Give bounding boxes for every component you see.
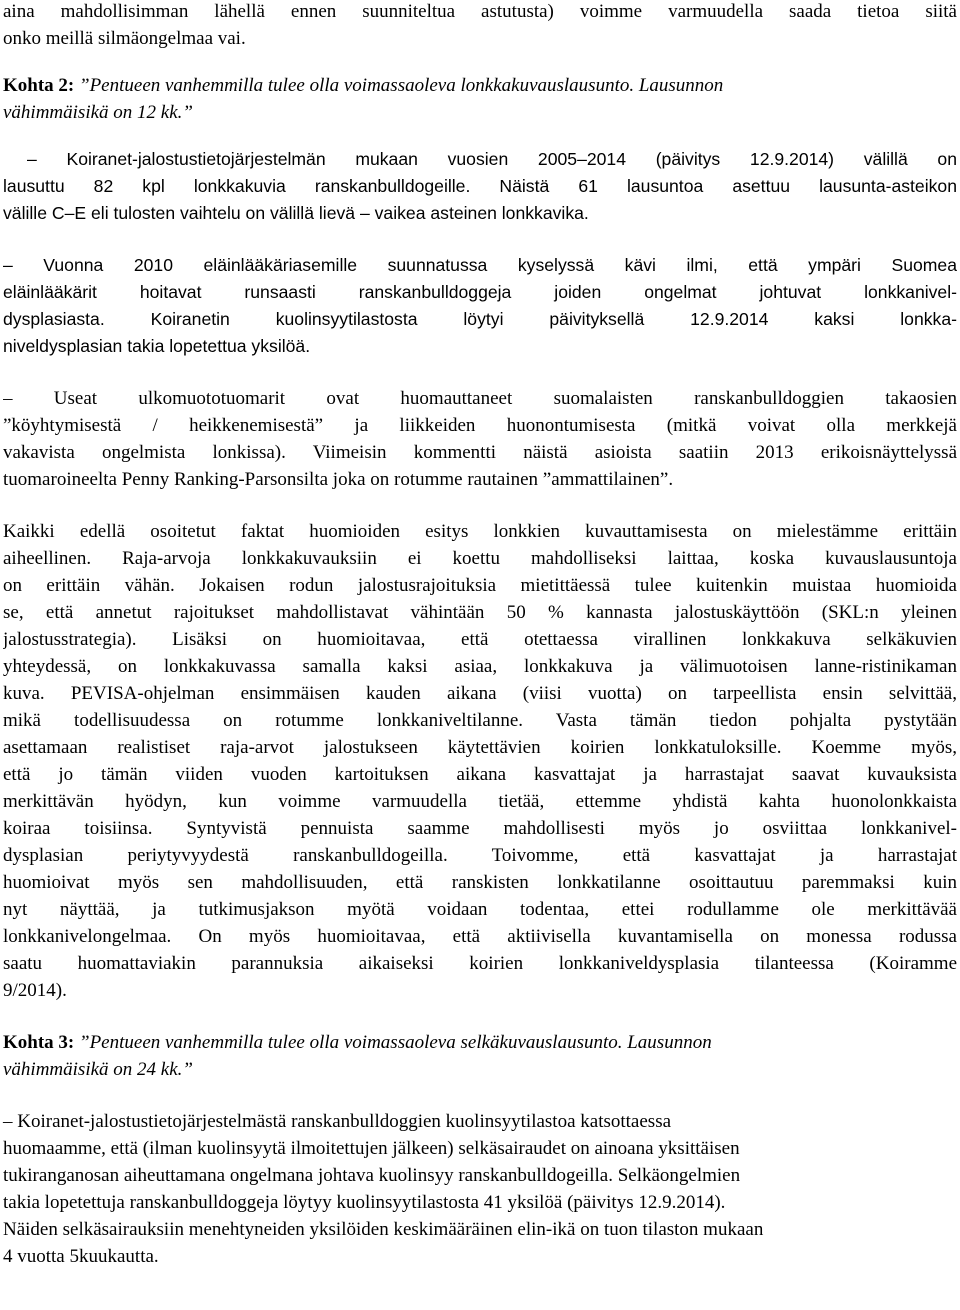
text-line: vakavista ongelmista lonkissa). Viimeisin kommentti näistä asioista saatiin 2013 erikoisnäyttelyssä (3, 442, 957, 463)
text-line: – Koiranet-jalostustietojärjestelmän mukaan vuosien 2005–2014 (päivitys 12.9.2014) välillä on (27, 149, 957, 169)
text-line: kuva. PEVISA-ohjelman ensimmäisen kauden aikana (viisi vuotta) on tarpeellista ensin selvittää, (3, 683, 957, 704)
section-label: Kohta 2: (3, 75, 75, 96)
text-line: yhteydessä, on lonkkakuvassa samalla kaksi asiaa, lonkkakuva ja välimuotoisen lanne-ristinikaman (3, 656, 957, 677)
text-line: on erittäin vähän. Jokaisen rodun jalostusrajoituksia mietittäessä tulee kuitenkin muistaa huomioida (3, 575, 957, 596)
requirement-quote: ”Pentueen vanhemmilla tulee olla voimassaoleva selkäkuvauslausunto. Lausunnon (74, 1032, 712, 1053)
text-line: takia lopetettuja ranskanbulldoggeja löytyy kuolinsyytilastosta 41 yksilöä (päivitys 12.9.2014). (3, 1192, 726, 1213)
section-3-heading (3, 1029, 957, 1083)
text-line: asettamaan realistiset raja-arvot jalostukseen käytettävien koirien lonkkatuloksille. Koemme myös, (3, 737, 957, 758)
text-line: – Koiranet-jalostustietojärjestelmästä ranskanbulldoggien kuolinsyytilastoa katsottaessa (3, 1111, 672, 1132)
requirement-quote: vähimmäisikä on 12 kk.” (3, 102, 193, 123)
text-line: nyt näyttää, ja tutkimusjakson myötä voidaan todentaa, ettei rodullamme ole merkittävää (3, 899, 957, 920)
text-line: välille C–E eli tulosten vaihtelu on välillä lievä – vaikea asteinen lonkkavika. (3, 203, 589, 223)
text-line: aiheellinen. Raja-arvoja lonkkakuvauksiin ei koettu mahdolliseksi laittaa, koska kuvauslausuntoja (3, 548, 957, 569)
text-line: Kaikki edellä osoitetut faktat huomioiden esitys lonkkien kuvauttamisesta on mielestämme erittäin (3, 521, 957, 542)
requirement-quote: vähimmäisikä on 24 kk.” (3, 1059, 193, 1080)
text-line: että jo tämän viiden vuoden kartoituksen aikana kasvattajat ja harrastajat saavat kuvauksista (3, 764, 957, 785)
text-line: lonkkanivelongelmaa. On myös huomioitavaa, että aktiivisella kuvantamisella on monessa rodussa (3, 926, 957, 947)
section-3-bullet-1 (3, 1108, 957, 1270)
text-line: onko meillä silmäongelmaa vai. (3, 28, 246, 49)
section-2-bullet-2 (3, 252, 957, 360)
text-line: lausuttu 82 kpl lonkkakuvia ranskanbulldogeille. Näistä 61 lausuntoa asettuu lausunta-asteikon (3, 176, 957, 196)
text-line: jalostusstrategia). Lisäksi on huomioitavaa, että otettaessa virallinen lonkkakuva selkäkuvien (3, 629, 957, 650)
section-2-bullet-1 (3, 146, 957, 227)
text-line: tukiranganosan aiheuttamana ongelmana johtava kuolinsyy ranskanbulldogeilla. Selkäongelmien (3, 1165, 741, 1186)
text-line: dysplasiasta. Koiranetin kuolinsyytilastosta löytyi päivityksellä 12.9.2014 kaksi lonkka- (3, 309, 957, 329)
text-line: koiraa toisiinsa. Syntyvistä pennuista saamme mahdollisesti myös jo osviittaa lonkkanivel- (3, 818, 957, 839)
text-line: mikä todellisuudessa on rotumme lonkkaniveltilanne. Vasta tämän tiedon pohjalta pystytään (3, 710, 957, 731)
text-line: ”köyhtymisestä / heikkenemisestä” ja liikkeiden huonontumisesta (mitkä voivat olla merkkejä (3, 415, 957, 436)
text-line: se, että annetut rajoitukset mahdollistavat vähintään 50 % kannasta jalostuskäyttöön (SKL:n yleinen (3, 602, 957, 623)
text-line: niveldysplasian takia lopetettua yksilöä. (3, 336, 311, 356)
document-page (3, 0, 957, 1270)
text-line: saatu huomattaviakin parannuksia aikaiseksi koirien lonkkaniveldysplasia tilanteessa (Koiramme (3, 953, 957, 974)
text-line: – Vuonna 2010 eläinlääkäriasemille suunnatussa kyselyssä kävi ilmi, että ympäri Suomea (3, 255, 957, 275)
text-line: merkittävän hyödyn, kun voimme varmuudella tietää, ettemme yhdistä kahta huonolonkkaista (3, 791, 957, 812)
requirement-quote: ”Pentueen vanhemmilla tulee olla voimassaoleva lonkkakuvauslausunto. Lausunnon (74, 75, 724, 96)
section-2-bullet-3 (3, 385, 957, 493)
text-line: eläinlääkärit hoitavat runsaasti ranskanbulldoggeja joiden ongelmat johtuvat lonkkanivel- (3, 282, 957, 302)
text-line: tuomaroineelta Penny Ranking-Parsonsilta joka on rotumme rautainen ”ammattilainen”. (3, 469, 674, 490)
text-line: huomaamme, että (ilman kuolinsyytä ilmoitettujen jälkeen) selkäsairaudet on ainoana yksittäisen (3, 1138, 740, 1159)
text-line: 4 vuotta 5kuukautta. (3, 1246, 159, 1267)
section-label: Kohta 3: (3, 1032, 75, 1053)
text-line: Näiden selkäsairauksiin menehtyneiden yksilöiden keskimääräinen elin-ikä on tuon tilaston mukaan (3, 1219, 764, 1240)
text-line: huomioivat myös sen mahdollisuuden, että ranskisten lonkkatilanne osoittautuu paremmaksi kuin (3, 872, 957, 893)
section-2-conclusion (3, 518, 957, 1004)
text-line: – Useat ulkomuototuomarit ovat huomauttaneet suomalaisten ranskanbulldoggien takaosien (3, 388, 957, 409)
text-line: dysplasian periytyvyydestä ranskanbulldogeilla. Toivomme, että kasvattajat ja harrastajat (3, 845, 957, 866)
intro-paragraph (3, 0, 957, 52)
section-2-heading (3, 72, 957, 126)
text-line: aina mahdollisimman lähellä ennen suunniteltua astutusta) voimme varmuudella saada tietoa siitä (3, 1, 957, 22)
text-line: 9/2014). (3, 980, 67, 1001)
